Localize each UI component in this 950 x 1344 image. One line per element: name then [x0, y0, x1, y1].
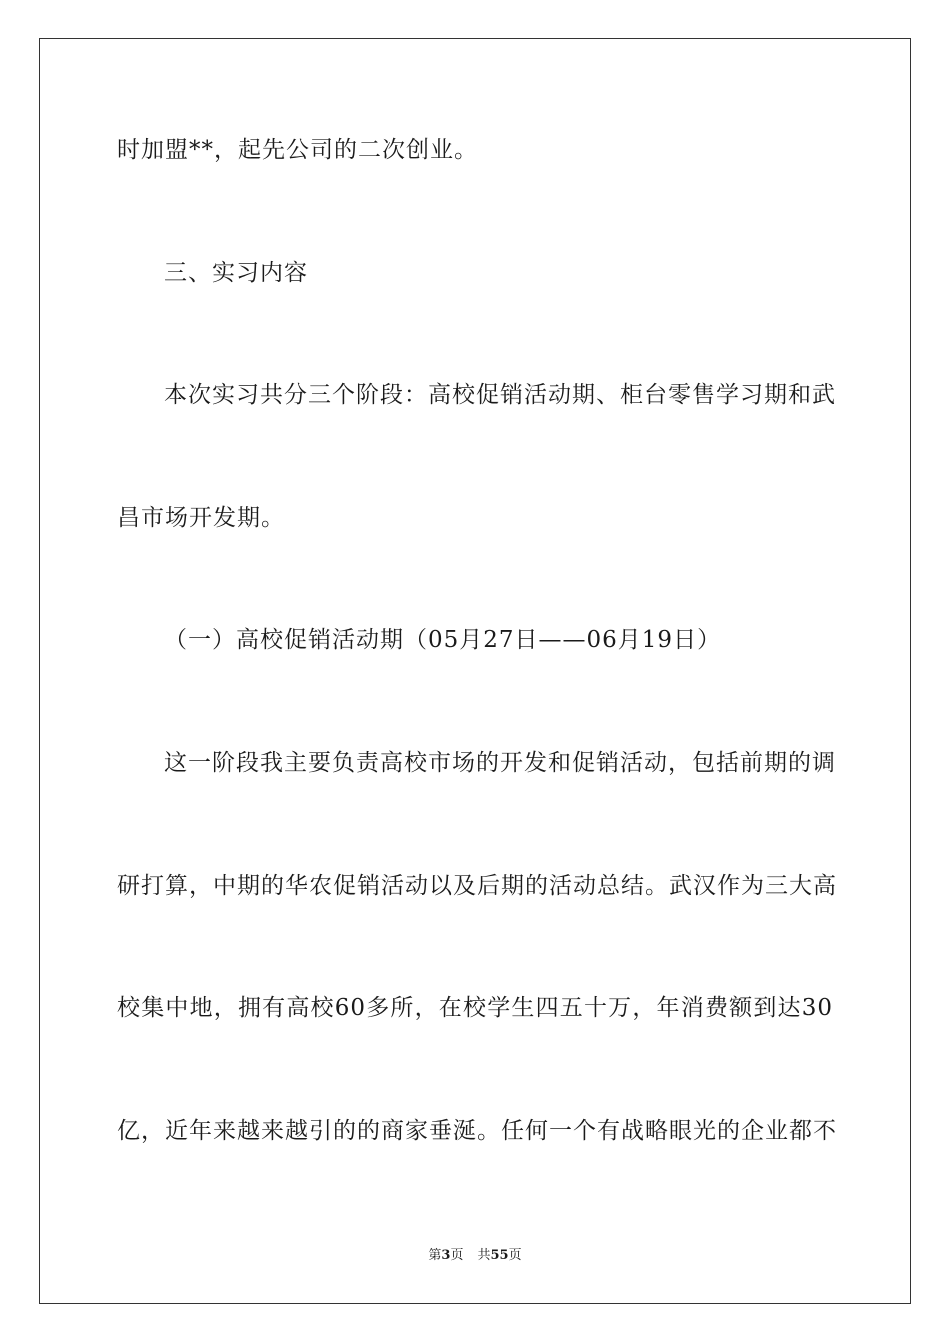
- page-border: [39, 38, 911, 1304]
- footer-total-number: 55: [490, 1248, 509, 1263]
- body-line-6: 这一阶段我主要负责高校市场的开发和促销活动，包括前期的调: [164, 750, 836, 776]
- footer-page-number: 3: [441, 1248, 451, 1263]
- body-line-4: 昌市场开发期。: [117, 505, 285, 531]
- page-footer: [0, 1247, 950, 1265]
- body-line-7: 研打算，中期的华农促销活动以及后期的活动总结。武汉作为三大高: [117, 873, 837, 899]
- section-heading: 三、实习内容: [164, 260, 308, 286]
- subsection-heading: （一）高校促销活动期（05月27日——06月19日）: [164, 627, 722, 653]
- body-line-8: 校集中地，拥有高校60多所，在校学生四五十万，年消费额到达30: [117, 995, 833, 1021]
- footer-page-prefix: 第: [428, 1248, 442, 1263]
- body-line-9: 亿，近年来越来越引的的商家垂涎。任何一个有战略眼光的企业都不: [117, 1118, 837, 1144]
- body-line-1: 时加盟**，起先公司的二次创业。: [117, 137, 478, 163]
- footer-total-prefix: 共: [477, 1248, 491, 1263]
- body-line-3: 本次实习共分三个阶段：高校促销活动期、柜台零售学习期和武: [164, 382, 836, 408]
- footer-total-suffix: 页: [508, 1248, 522, 1263]
- footer-page-suffix: 页: [450, 1248, 464, 1263]
